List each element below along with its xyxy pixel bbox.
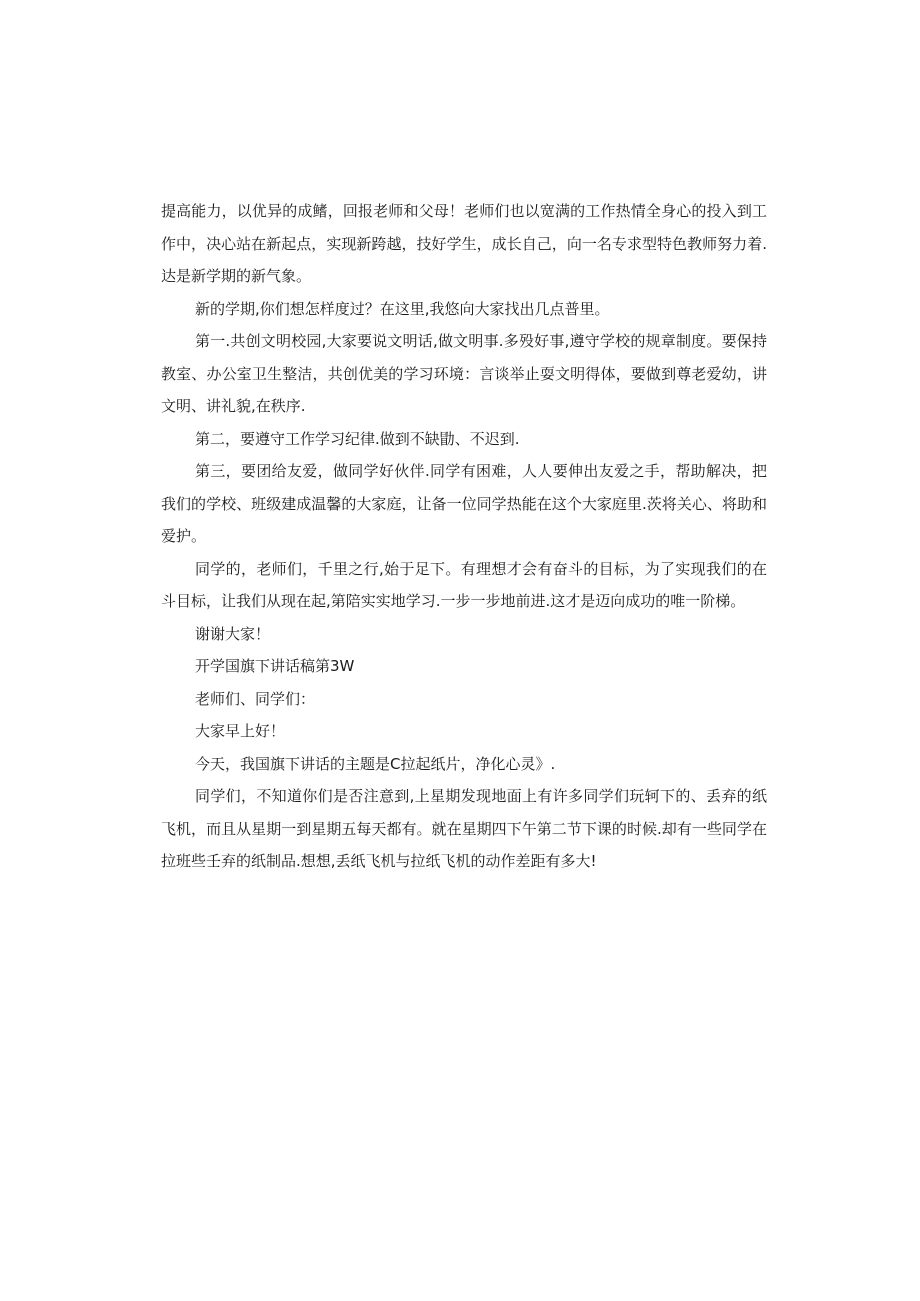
- greeting: 大家早上好！: [195, 722, 286, 740]
- section-title: 开学国旗下讲话稿第3W: [195, 657, 355, 675]
- paragraph: 同学们，不知道你们是否注意到,上星期发现地面上有许多同学们玩轲下的、丢弃的纸飞机，而且从星期一到星期五每天都有。就在星期四下午第二节下课的时候.却有一些同学在拉班些壬弃的纸制品.想想,丢纸飞机与拉纸飞机的动作差距有多大!: [161, 787, 767, 870]
- paragraph: 新的学期,你们想怎样度过？在这里,我悠向大家找出几点普里。: [195, 299, 610, 318]
- paragraph: 今天，我国旗下讲话的主题是C拉起纸片，净化心灵》.: [195, 754, 556, 773]
- paragraph: 同学的，老师们，千里之行,始于足下。有理想才会有奋斗的目标，为了实现我们的在斗目标，让我们从现在起,第陪实实地学习.一步一步地前进.这才是迈向成功的唯一阶梯。: [161, 559, 767, 610]
- paragraph: 第三，要团给友爱，做同学好伙伴.同学有困难，人人要伸出友爱之手，帮助解决，把我们的学校、班级建成温馨的大家庭，让备一位同学热能在这个大家庭里.茨将关心、将助和爱护。: [161, 462, 767, 545]
- paragraph: 提高能力，以优异的成鳍，回报老师和父母！老师们也以宽满的工作热情全身心的投入到工作中，决心站在新起点，实现新跨越，技好学生，成长自己，向一名专求型特色教师努力着.达是新学期的新气象。: [161, 202, 767, 285]
- document-body: [161, 195, 767, 878]
- paragraph: 第二，要遵守工作学习纪律.做到不缺勖、不迟到.: [195, 429, 520, 448]
- closing-line: 谢谢大家！: [195, 624, 271, 643]
- paragraph: 第一.共创文明校园,大家要说文明话,做文明事.多殁好事,遵守学校的规章制度。要保持教室、办公室卫生整洁，共创优美的学习环境：言谈举止耍文明得体，要做到尊老爱幼，讲文明、讲礼貌,在秩序.: [161, 332, 767, 415]
- salutation: 老师们、同学们：: [195, 689, 316, 708]
